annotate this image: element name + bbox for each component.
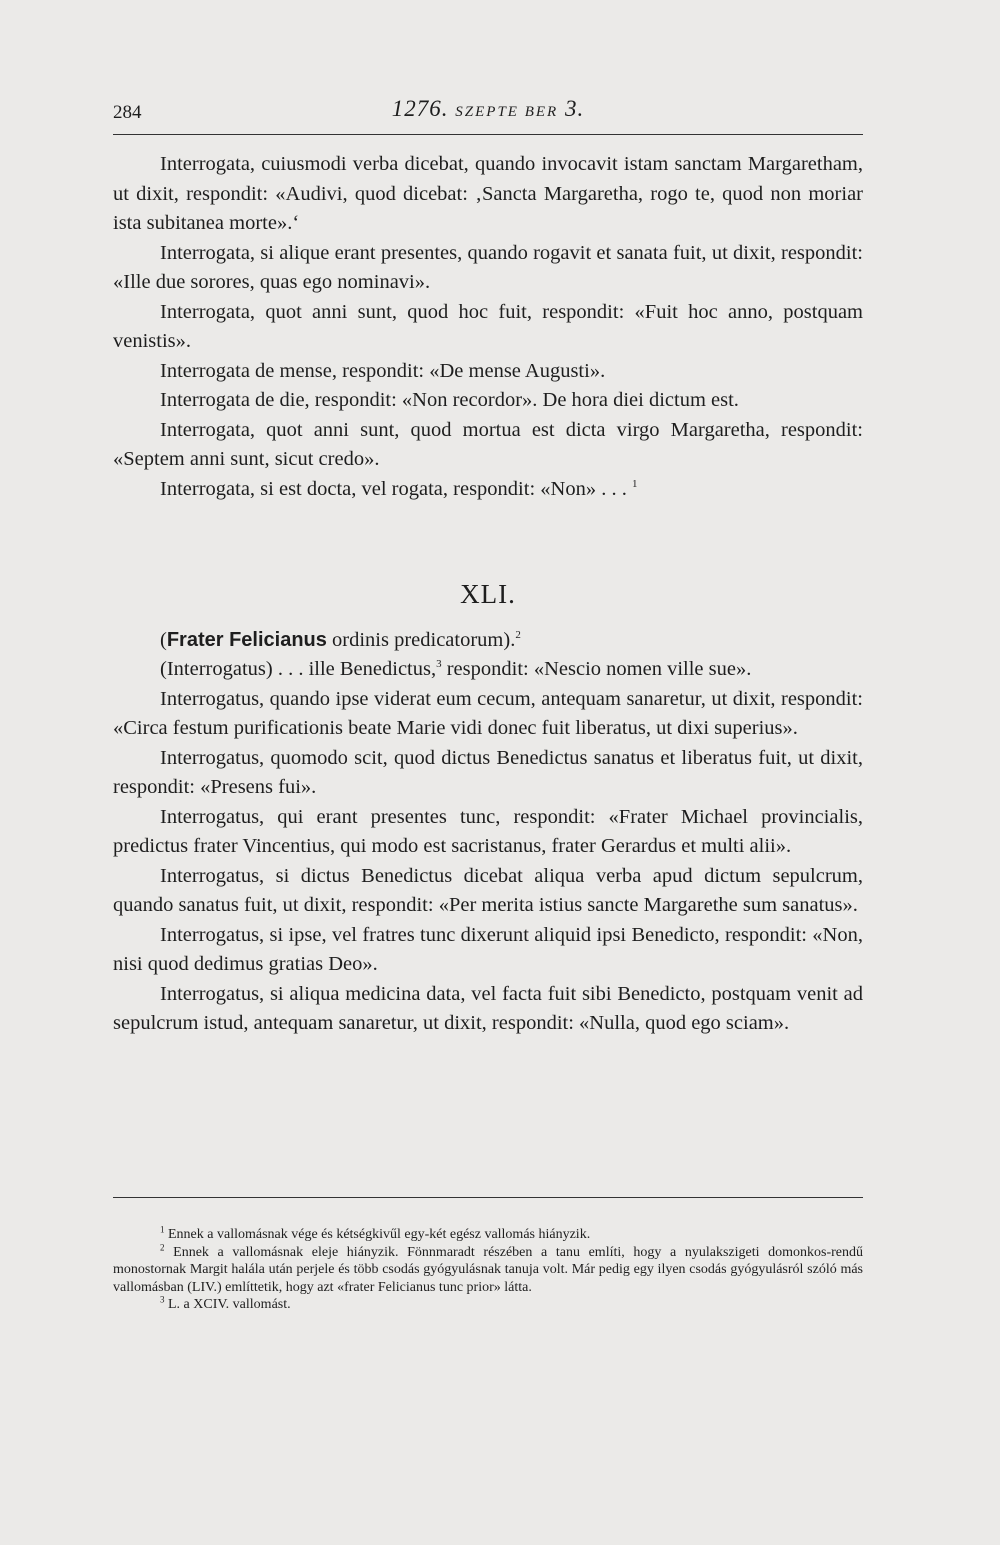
footnote xyxy=(113,1296,863,1314)
main-text xyxy=(113,150,863,1039)
footnote-rule xyxy=(113,1197,863,1198)
footnote-mark: 3 xyxy=(160,1294,165,1305)
footnote-ref: 2 xyxy=(515,628,521,641)
footnote-ref: 3 xyxy=(436,658,442,671)
paragraph: Interrogatus, si ipse, vel fratres tunc dixerunt aliquid ipsi Benedicto, respondit: «Non, nisi quod dedimus gratias Deo». xyxy=(113,923,863,975)
page-header xyxy=(113,96,863,136)
running-title xyxy=(113,96,863,122)
footnote-text: L. a XCIV. vallomást. xyxy=(168,1297,291,1312)
paragraph: Interrogata, cuiusmodi verba dicebat, quando invocavit istam sanctam Margaretham, ut dixit, respondit: «Audivi, quod dicebat: ‚Sancta Margaretha, rogo te, quod non moriar ista subitanea morte».‘ xyxy=(113,153,863,234)
paragraph: Interrogata, quot anni sunt, quod mortua est dicta virgo Margaretha, respondit: «Septem anni sunt, sicut credo». xyxy=(113,418,863,470)
paragraph-text: Interrogata, si est docta, vel rogata, respondit: «Non» . . . xyxy=(160,477,627,500)
running-title-month: SZEPTE BER xyxy=(455,104,559,120)
paragraph: Interrogatus, si dictus Benedictus dicebat aliqua verba apud dictum sepulcrum, quando sanatus fuit, ut dixit, respondit: «Per merita istius sancte Margarethe sum sanatus». xyxy=(113,864,863,916)
section-heading xyxy=(113,626,863,656)
running-title-year: 1276. xyxy=(391,96,449,121)
paragraph: Interrogatus, si aliqua medicina data, vel facta fuit sibi Benedicto, postquam venit ad sepulcrum istud, antequam sanaretur, ut dixit, respondit: «Nulla, quod ego sciam». xyxy=(113,982,863,1034)
heading-open-paren: ( xyxy=(160,628,167,651)
footnotes xyxy=(113,1226,863,1314)
paragraph: Interrogata, si alique erant presentes, quando rogavit et sanata fuit, ut dixit, respondit: «Ille due sorores, quas ego nominavi». xyxy=(113,241,863,293)
heading-rest: ordinis predicatorum). xyxy=(332,628,516,651)
footnote-ref: 1 xyxy=(631,477,638,490)
paragraph xyxy=(113,475,863,505)
paragraph xyxy=(113,655,863,685)
page-number: 284 xyxy=(113,102,142,123)
footnote-mark: 1 xyxy=(160,1224,165,1235)
paragraph: Interrogata de mense, respondit: «De mense Augusti». xyxy=(160,359,606,382)
footnote-mark: 2 xyxy=(160,1241,165,1252)
section-title: XLI. xyxy=(460,579,516,609)
paragraph: Interrogata de die, respondit: «Non recordor». De hora diei dictum est. xyxy=(160,389,739,411)
header-rule xyxy=(113,134,863,135)
paragraph: Interrogata, quot anni sunt, quod hoc fuit, respondit: «Fuit hoc anno, postquam venistis». xyxy=(113,300,863,352)
paragraph-text: (Interrogatus) . . . ille Benedictus, xyxy=(160,658,437,680)
footnote xyxy=(113,1226,863,1244)
paragraph: Interrogatus, quomodo scit, quod dictus Benedictus sanatus et liberatus fuit, ut dixit, respondit: «Presens fui». xyxy=(113,746,863,798)
paragraph-text: respondit: «Nescio nomen ville sue». xyxy=(446,658,752,680)
footnote-text: Ennek a vallomásnak eleje hiányzik. Fönnmaradt részében a tanu említi, hogy a nyulakszigeti domonkos-rendű monostornak Margit halála után perjele és több csodás gyógyulásnak tanuja volt. Már pedig egy ilyen csodás gyógyulásról szóló más vallomásban (LIV.) említtetik, hogy azt «frater Felicianus tunc prior» látta. xyxy=(113,1244,863,1295)
paragraph: Interrogatus, quando ipse viderat eum cecum, antequam sanaretur, ut dixit, respondit: «Circa festum purificationis beate Marie vidi donec fuit liberatus, ut dixi superius». xyxy=(113,687,863,739)
footnote xyxy=(113,1241,863,1297)
paragraph: Interrogatus, qui erant presentes tunc, respondit: «Frater Michael provincialis, predictus frater Vincentius, qui modo est sacristanus, frater Gerardus et multi alii». xyxy=(113,805,863,857)
footnote-text: Ennek a vallomásnak vége és kétségkivűl egy-két egész vallomás hiányzik. xyxy=(168,1227,591,1242)
running-title-day: 3. xyxy=(564,96,585,121)
witness-name: Frater Felicianus xyxy=(166,628,327,651)
